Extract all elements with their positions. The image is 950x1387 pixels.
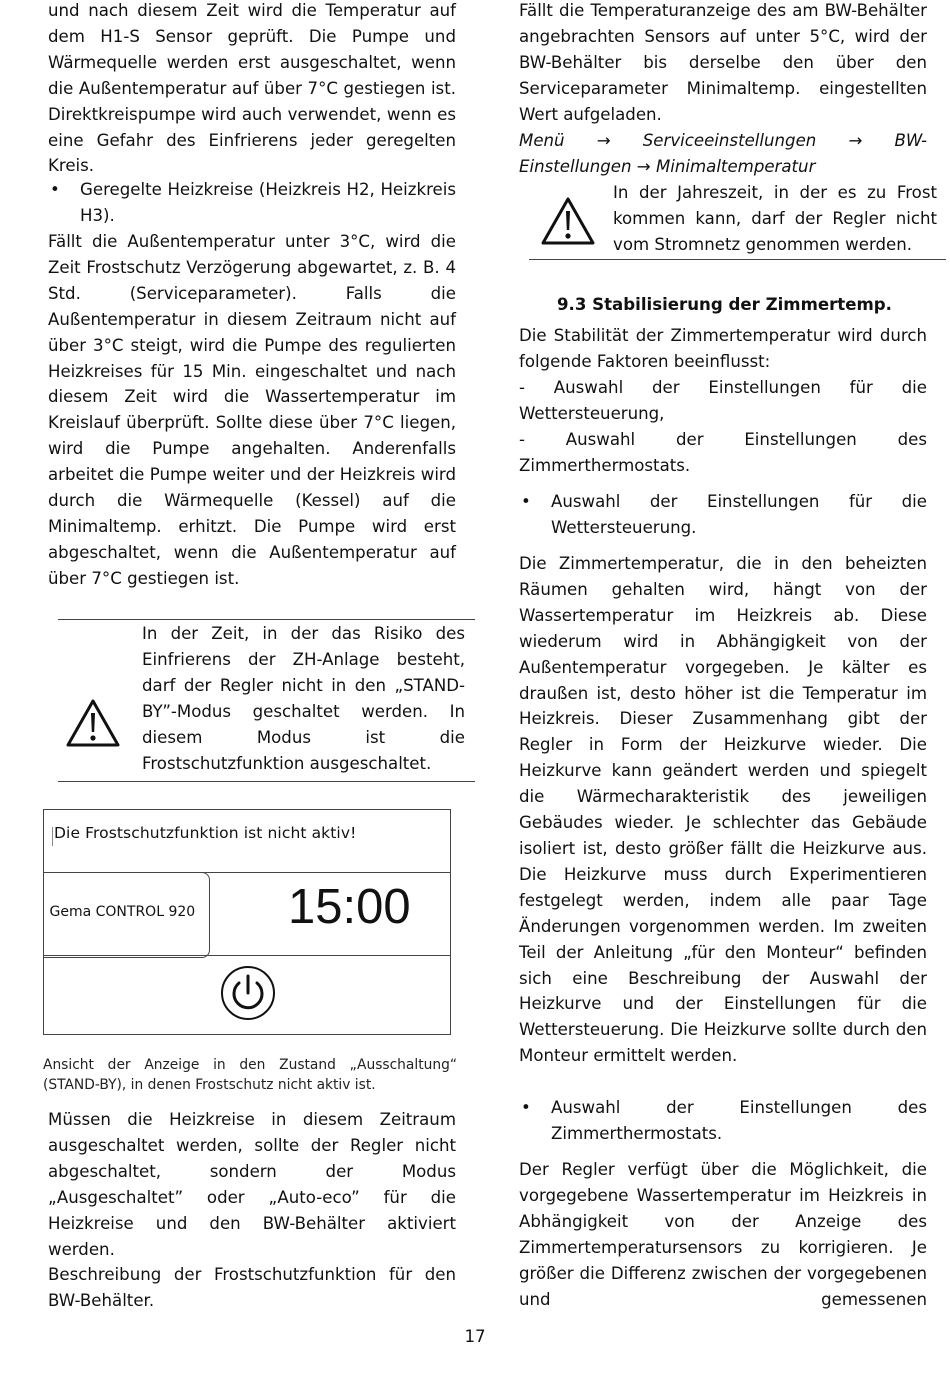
display-message: Die Frostschutzfunktion ist nicht aktiv! [54, 824, 357, 842]
display-main-row [44, 872, 450, 956]
clock: 15:00 [288, 880, 411, 934]
dash-item: - Auswahl der Einstellungen für die Wettersteuerung, [519, 378, 927, 423]
page-number: 17 [464, 1327, 486, 1346]
device-name: Gema CONTROL 920 [49, 903, 196, 920]
paragraph: und nach diesem Zeit wird die Temperatur auf dem H1-S Sensor geprüft. Die Pumpe und Wärmequelle werden erst ausgeschaltet, wenn die Außentemperatur auf über 7°C gestiegen ist. Direktkreispumpe wird auch verwendet, wenn es eine Gefahr des Einfrierens jeder geregelten Kreis. [48, 1, 456, 176]
display-bottom [44, 956, 450, 1034]
paragraph: Die Zimmertemperatur, die in den beheizten Räumen gehalten wird, hängt von der Wassertemperatur im Heizkreis ab. Diese wiederum wird in Abhängigkeit von der Außentemperatur vorgegeben. Je kälter es draußen ist, desto höher ist die Temperatur im Heizkreis. Dieser Zusammenhang gibt der Regler in Form der Heizkurve wieder. Die Heizkurve kann geändert werden und spiegelt die Wärmecharakteristik des jeweiligen Gebäudes wieder. Je schlechter das Gebäude isoliert ist, desto größer fällt die Heizkurve aus. Die Heizkurve muss durch Experimentieren festgelegt werden, indem alle paar Tage Änderungen vorgenommen werden. Im zweiten Teil der Anleitung „für den Monteur“ befinden sich eine Beschreibung der Auswahl der Heizkurve und der Einstellungen für die Wettersteuerung. Die Heizkurve sollte durch den Monteur ermittelt werden. [519, 554, 927, 1066]
figure-caption: Ansicht der Anzeige in den Zustand „Ausschaltung“ (STAND-BY), in denen Frostschutz nicht aktiv ist. [43, 1056, 457, 1094]
paragraph: Der Regler verfügt über die Möglichkeit, die vorgegebene Wassertemperatur im Heizkreis in Abhängigkeit von der Anzeige des Zimmertemperatursensors zu korrigieren. Je größer die Differenz zwischen der vorgegebenen und gemessenen [519, 1160, 927, 1309]
paragraph: Fällt die Temperaturanzeige des am BW-Behälter angebrachten Sensors auf unter 5°C, wird der BW-Behälter bis derselbe den über den Serviceparameter Minimaltemp. eingestellten Wert aufgeladen. [519, 1, 927, 124]
bullet-item: • Auswahl der Einstellungen des Zimmerthermostats. [519, 1095, 927, 1147]
bullet-item: • Geregelte Heizkreise (Heizkreis H2, Heizkreis H3). [48, 177, 456, 229]
power-icon[interactable] [219, 964, 277, 1022]
text-cursor [52, 827, 53, 846]
warning-triangle-icon [540, 196, 596, 246]
device-name-panel [43, 872, 210, 958]
display-mockup [43, 809, 451, 1035]
dash-item: - Auswahl der Einstellungen des Zimmerthermostats. [519, 430, 927, 475]
paragraph: Fällt die Außentemperatur unter 3°C, wird die Zeit Frostschutz Verzögerung abgewartet, z. B. 4 Std. (Serviceparameter). Falls die Außentemperatur in diesem Zeitraum nicht auf über 3°C steigt, wird die Pumpe des regulierten Heizkreises für 15 Min. eingeschaltet und nach diesem Zeit wird die Wassertemperatur im Kreislauf überprüft. Sollte diese über 7°C liegen, wird die Pumpe angehalten. Anderenfalls arbeitet die Pumpe weiter und der Heizkreis wird durch die Wärmequelle (Kessel) auf die Minimaltemp. erhitzt. Die Pumpe wird erst abgeschaltet, wenn die Außentemperatur auf über 7°C gestiegen ist. [48, 232, 456, 588]
paragraph: Müssen die Heizkreise in diesem Zeitraum ausgeschaltet werden, sollte der Regler nicht abgeschaltet, sondern der Modus „Ausgeschaltet” oder „Auto-eco” für die Heizkreise und den BW-Behälter aktiviert werden. [48, 1110, 456, 1259]
divider [529, 259, 946, 260]
warning-triangle-icon [65, 698, 121, 748]
menu-path: Menü → Serviceeinstellungen → BW-Einstellungen → Minimaltemperatur [519, 131, 927, 176]
section-heading: 9.3 Stabilisierung der Zimmertemp. [557, 295, 892, 314]
warning-text: In der Zeit, in der das Risiko des Einfrierens der ZH-Anlage besteht, darf der Regler nicht in den „STAND-BY”-Modus geschaltet werden. In diesem Modus ist die Frostschutzfunktion ausgeschaltet. [142, 624, 465, 773]
paragraph: Die Stabilität der Zimmertemperatur wird durch folgende Faktoren beeinflusst: [519, 326, 927, 371]
warning-text: In der Jahreszeit, in der es zu Frost kommen kann, darf der Regler nicht vom Stromnetz genommen werden. [613, 183, 937, 254]
paragraph: Beschreibung der Frostschutzfunktion für den BW-Behälter. [48, 1265, 456, 1310]
divider [58, 781, 475, 782]
divider [58, 619, 475, 620]
bullet-item: • Auswahl der Einstellungen für die Wettersteuerung. [519, 489, 927, 541]
display-status-bar [44, 810, 450, 872]
